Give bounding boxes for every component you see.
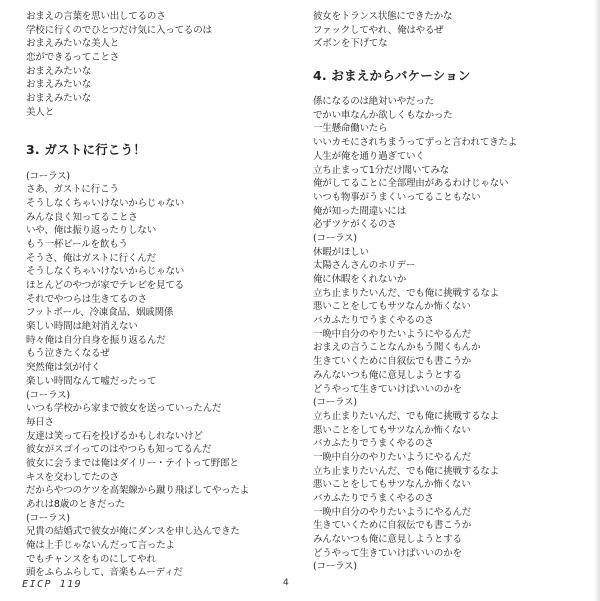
- lyric-line: (コーラス): [26, 389, 70, 401]
- lyric-line: 立ち止まりたいんだ、でも俺に挑戦するなよ: [313, 410, 500, 422]
- left-intro-lines: [26, 10, 288, 120]
- lyric-line: 必ずツケがくるのさ: [313, 219, 397, 231]
- lyric-line: おまえみたいな: [26, 79, 92, 91]
- lyric-line: 一晩中自分のやりたいようにやるんだ: [313, 506, 472, 518]
- lyric-line: 彼女に会うまでは俺はダイリー・テイトって野郎と: [26, 457, 239, 469]
- lyric-line: 俺が知った間違いには: [313, 205, 407, 217]
- lyric-line: 係になるのは絶対いやだった: [313, 96, 434, 108]
- lyric-line: フットボール、冷凍食品、姻戚関係: [26, 307, 174, 319]
- lyric-line: みんないつも俺に意見しようとする: [313, 369, 462, 381]
- lyric-line: いつも学校から家まで彼女を送っていったんだ: [26, 403, 222, 415]
- lyric-line: おまえみたいな: [26, 93, 92, 105]
- right-column: [313, 10, 585, 574]
- lyric-line: 悪いことをしてもサツなんか怖くない: [313, 301, 471, 313]
- lyric-line: みんないつも俺に意見しようとする: [313, 534, 462, 546]
- lyric-line: 楽しい時間は絶対消えない: [26, 321, 138, 333]
- lyric-line: (コーラス): [26, 512, 70, 524]
- lyric-line: 一晩中自分のやりたいようにやるんだ: [313, 328, 472, 340]
- page-edge-shadow: [594, 0, 600, 601]
- lyric-line: だからやつのケツを高架線から蹴り飛ばしてやったよ: [26, 485, 250, 497]
- lyric-line: どうやって生きていけばいいのかを: [313, 547, 462, 559]
- lyric-line: キスを交わしてたのさ: [26, 471, 119, 483]
- lyric-line: 突然俺は気が付く: [26, 362, 101, 374]
- lyric-line: さあ、ガストに行こう: [26, 184, 119, 196]
- lyric-line: 毎日さ: [26, 416, 54, 428]
- lyric-line: 楽しい時間なんて嘘だったって: [26, 375, 157, 387]
- lyric-line: おまえの言うことなんかもう聞くもんか: [313, 342, 481, 354]
- page-number: 4: [283, 578, 289, 588]
- lyric-line: もう一杯ビールを飲もう: [26, 238, 128, 250]
- lyric-line: そうさ、俺はガストに行くんだ: [26, 252, 156, 264]
- lyric-line: そうしなくちゃいけないからじゃない: [26, 197, 185, 209]
- section-3-title: 3. ガストに行こう！: [26, 141, 146, 157]
- lyric-line: 立ち止まりたいんだ、でも俺に挑戦するなよ: [313, 287, 500, 299]
- lyric-line: 学校に行くのでひとつだけ気に入ってるのは: [26, 24, 212, 36]
- lyric-line: (コーラス): [26, 170, 70, 182]
- lyric-line: そうしなくちゃいけないからじゃない: [26, 266, 185, 278]
- section-3-lines: [26, 170, 288, 581]
- lyric-line: 太陽さんさんのホリデー: [313, 260, 416, 272]
- lyric-line: 生きていくために自叙伝でも書こうか: [313, 520, 472, 532]
- lyric-line: (コーラス): [313, 232, 357, 244]
- lyric-line: 立ち止まって1分だけ聞いてみな: [313, 164, 450, 176]
- lyric-line: あれは8歳のときだった: [26, 499, 125, 510]
- lyric-line: ズボンを下げてな: [313, 38, 388, 50]
- lyric-line: 悪いことをしてもサツなんか怖くない: [313, 424, 471, 436]
- lyric-line: バカふたりでうまくやるのさ: [313, 315, 434, 327]
- lyric-line: 立ち止まりたいんだ、でも俺に挑戦するなよ: [313, 465, 500, 477]
- lyric-line: 時々俺は自分自身を振り返るんだ: [26, 334, 166, 346]
- lyric-line: (コーラス): [313, 561, 357, 573]
- section-4-title: 4. おまえからバケーション: [313, 68, 471, 84]
- lyric-line: (コーラス): [313, 397, 357, 409]
- catalog-code: EICP 119: [22, 579, 83, 590]
- lyric-line: みんな良く知ってることさ: [26, 211, 138, 223]
- lyric-line: 生きていくために自叙伝でも書こうか: [313, 356, 472, 368]
- left-column: [26, 10, 288, 580]
- lyric-line: 悪いことをしてもサツなんか怖くない: [313, 479, 471, 491]
- lyric-line: 恋ができるってことさ: [26, 52, 120, 64]
- lyric-line: 休暇がほしい: [313, 246, 369, 258]
- lyric-line: でもチャンスをものにしてやれ: [26, 553, 156, 565]
- lyric-line: バカふたりでうまくやるのさ: [313, 493, 434, 504]
- lyric-line: でかい車なんか欲しくもなかった: [313, 109, 453, 121]
- lyric-line: 彼女をトランス状態にできたかな: [313, 11, 453, 22]
- lyric-line: いつも物事がうまくいってることもない: [313, 191, 481, 203]
- lyric-line: おまえみたいな美人と: [26, 38, 120, 50]
- lyric-line: ファックしてやれ、俺はやるぜ: [313, 24, 444, 36]
- lyric-line: 俺に休暇をくれないか: [313, 274, 407, 285]
- lyric-line: ほとんどのやつが家でテレビを見てる: [26, 280, 184, 291]
- lyric-line: おまえの言葉を思い出してるのさ: [26, 11, 166, 22]
- lyric-line: いや、俺は振り返ったりしない: [26, 225, 157, 237]
- lyric-line: それでやつらは生きてるのさ: [26, 293, 147, 305]
- lyric-line: 友達は笑って石を投げるかもしれないけど: [26, 430, 203, 442]
- lyric-line: 俺は上手じゃないんだって言ったよ: [26, 540, 175, 552]
- lyric-line: 美人と: [26, 106, 54, 118]
- lyric-line: 一生懸命働いたら: [313, 123, 388, 135]
- section-4-lines: [313, 95, 585, 574]
- right-intro-lines: [313, 10, 585, 51]
- lyric-line: 俺がしてることに全部理由があるわけじゃない: [313, 178, 509, 190]
- lyric-line: 人生が俺を通り過ぎていく: [313, 150, 425, 162]
- lyric-line: おまえみたいな: [26, 65, 92, 77]
- lyric-line: 兄貴の結婚式で彼女が俺にダンスを申し込んできた: [26, 526, 240, 538]
- lyric-line: バカふたりでうまくやるのさ: [313, 438, 434, 450]
- lyric-line: いいカモにされちまうってずっと言われてきたよ: [313, 137, 518, 149]
- lyric-line: 彼女がスゴイってのはやつらも知ってるんだ: [26, 444, 212, 456]
- lyric-line: 頭をふらふらして、音楽もムーディだ: [26, 567, 183, 579]
- lyric-line: どうやって生きていけばいいのかを: [313, 383, 462, 395]
- lyric-line: もう泣きたくなるぜ: [26, 348, 110, 360]
- lyric-line: 一晩中自分のやりたいようにやるんだ: [313, 451, 472, 463]
